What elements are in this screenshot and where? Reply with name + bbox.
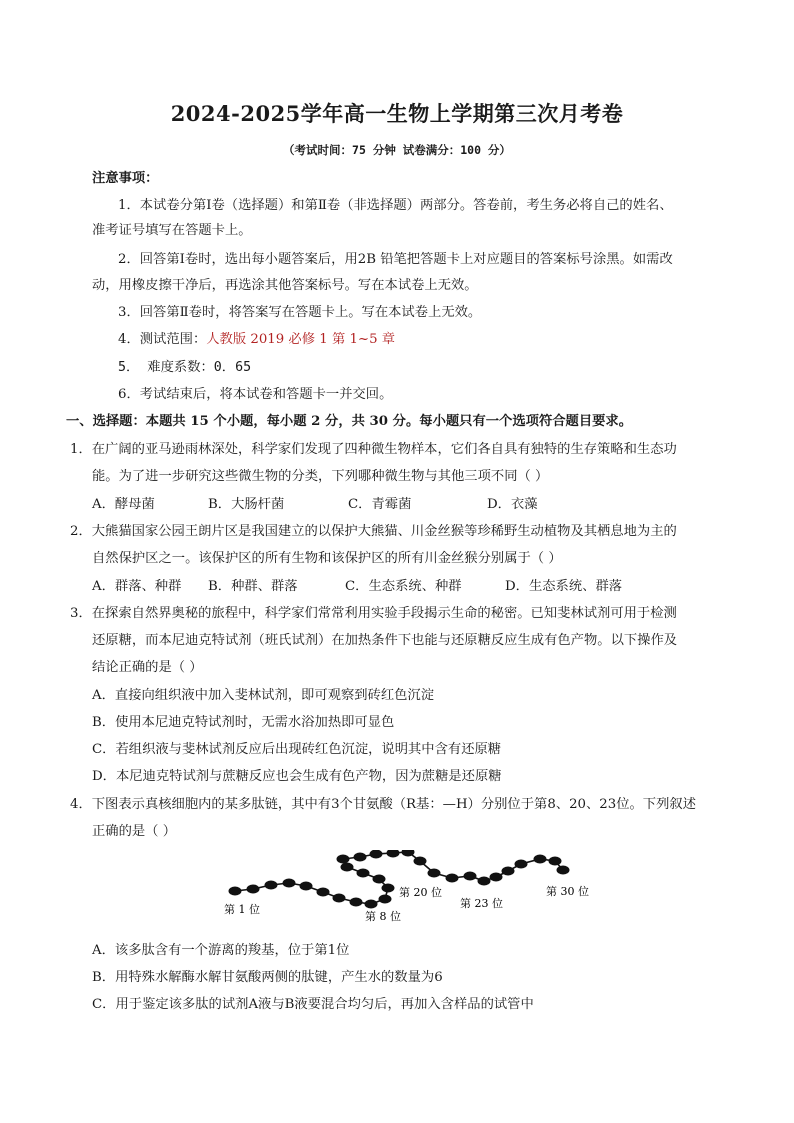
label-position-8: 第 8 位	[365, 910, 401, 923]
amino-acid-26	[502, 867, 515, 876]
q2-option-b: B．种群、群落	[208, 579, 298, 594]
q3-stem-line-3: 结论正确的是（ ）	[92, 660, 203, 675]
amino-acid-29	[549, 857, 562, 866]
q3-option-b: B．使用本尼迪克特试剂时，无需水浴加热即可显色	[92, 715, 395, 730]
q3-stem-line-1: 3．在探索自然界奥秘的旅程中，科学家们常常利用实验手段揭示生命的秘密。已知斐林试剂可用于检测	[70, 606, 677, 621]
label-position-23: 第 23 位	[460, 897, 503, 910]
amino-acid-16	[354, 853, 367, 862]
amino-acid-27	[515, 860, 528, 869]
q3-option-d: D．本尼迪克特试剂与蔗糖反应也会生成有色产物，因为蔗糖是还原糖	[92, 769, 502, 784]
q4-option-b: B．用特殊水解酶水解甘氨酸两侧的肽键，产生水的数量为6	[92, 970, 443, 985]
q2-option-a: A．群落、种群	[92, 579, 182, 594]
amino-acid-12	[373, 875, 386, 884]
amino-acid-11	[382, 884, 395, 893]
notice-item-4-prefix: 4．测试范围：	[118, 332, 207, 347]
amino-acid-3	[265, 881, 278, 890]
amino-acid-17	[370, 850, 383, 859]
amino-acid-18	[387, 850, 400, 858]
amino-acid-20	[414, 857, 427, 866]
q2-stem-line-1: 2．大熊猫国家公园王朗片区是我国建立的以保护大熊猫、川金丝猴等珍稀野生动植物及其栖息地为主的	[70, 524, 677, 539]
label-position-20: 第 20 位	[399, 886, 442, 899]
amino-acid-14	[341, 863, 354, 872]
amino-acid-beads	[229, 850, 570, 909]
q1-option-b: B．大肠杆菌	[208, 497, 285, 512]
amino-acid-1	[229, 887, 242, 896]
q1-option-a: A．酵母菌	[92, 497, 155, 512]
amino-acid-23	[464, 872, 477, 881]
amino-acid-22	[446, 874, 459, 883]
amino-acid-8	[350, 898, 363, 907]
amino-acid-24	[478, 877, 491, 886]
amino-acid-2	[247, 885, 260, 894]
q2-option-d: D．生态系统、群落	[505, 579, 623, 594]
notice-item-6: 6．考试结束后，将本试卷和答题卡一并交回。	[118, 387, 393, 402]
q1-stem-line-1: 1．在广阔的亚马逊雨林深处，科学家们发现了四种微生物样本，它们各自具有独特的生存策略和生态功	[70, 442, 677, 457]
q1-option-c: C．青霉菌	[348, 497, 412, 512]
amino-acid-25	[490, 873, 503, 882]
amino-acid-30	[557, 866, 570, 875]
label-position-30: 第 30 位	[546, 885, 589, 898]
q4-option-a: A．该多肽含有一个游离的羧基，位于第1位	[92, 943, 350, 958]
label-position-1: 第 1 位	[224, 903, 260, 916]
q3-stem-line-2: 还原糖，而本尼迪克特试剂（班氏试剂）在加热条件下也能与还原糖反应生成有色产物。以下操作及	[92, 633, 678, 648]
q2-stem-line-2: 自然保护区之一。该保护区的所有生物和该保护区的所有川金丝猴分别属于（ ）	[92, 551, 562, 566]
q4-stem-line-1: 4．下图表示真核细胞内的某多肽链，其中有3个甘氨酸（R基：—H）分别位于第8、20、23位。下列叙述	[70, 797, 696, 812]
amino-acid-28	[534, 855, 547, 864]
notice-item-2-line-2: 动，用橡皮擦干净后，再选涂其他答案标号。写在本试卷上无效。	[92, 278, 478, 293]
amino-acid-13	[357, 869, 370, 878]
exam-subtitle: （考试时间：75 分钟 试卷满分：100 分）	[283, 143, 511, 157]
amino-acid-5	[300, 882, 313, 891]
q1-option-d: D．衣藻	[487, 497, 538, 512]
section-heading: 一、选择题：本题共 15 个小题，每小题 2 分，共 30 分。每小题只有一个选项符合题目要求。	[66, 414, 633, 429]
q3-option-a: A．直接向组织液中加入斐林试剂，即可观察到砖红色沉淀	[92, 688, 435, 703]
test-range: 人教版 2019 必修 1 第 1~5 章	[206, 332, 396, 347]
notice-heading: 注意事项：	[92, 171, 159, 186]
amino-acid-7	[333, 894, 346, 903]
notice-item-4	[118, 331, 395, 349]
exam-title: 2024-2025学年高一生物上学期第三次月考卷	[170, 101, 624, 126]
notice-item-1-line-1: 1．本试卷分第Ⅰ卷（选择题）和第Ⅱ卷（非选择题）两部分。答卷前，考生务必将自己的姓名、	[118, 198, 673, 213]
amino-acid-21	[428, 869, 441, 878]
notice-item-1-line-2: 准考证号填写在答题卡上。	[92, 223, 252, 238]
notice-item-5: 5． 难度系数：0．65	[118, 360, 252, 375]
q4-stem-line-2: 正确的是（ ）	[92, 824, 177, 839]
notice-item-2-line-1: 2．回答第Ⅰ卷时，选出每小题答案后，用2B 铅笔把答题卡上对应题目的答案标号涂黑。如需改	[118, 252, 673, 267]
q4-option-c: C．用于鉴定该多肽的试剂A液与B液要混合均匀后，再加入含样品的试管中	[92, 997, 534, 1012]
amino-acid-6	[317, 888, 330, 897]
amino-acid-15	[337, 855, 350, 864]
notice-item-3: 3．回答第Ⅱ卷时，将答案写在答题卡上。写在本试卷上无效。	[118, 305, 482, 320]
amino-acid-4	[283, 879, 296, 888]
q1-stem-line-2: 能。为了进一步研究这些微生物的分类，下列哪种微生物与其他三项不同（ ）	[92, 469, 549, 484]
polypeptide-chain-figure	[215, 850, 605, 930]
amino-acid-10	[379, 895, 392, 904]
amino-acid-9	[365, 900, 378, 909]
q2-option-c: C．生态系统、种群	[345, 579, 462, 594]
q3-option-c: C．若组织液与斐林试剂反应后出现砖红色沉淀，说明其中含有还原糖	[92, 742, 502, 757]
